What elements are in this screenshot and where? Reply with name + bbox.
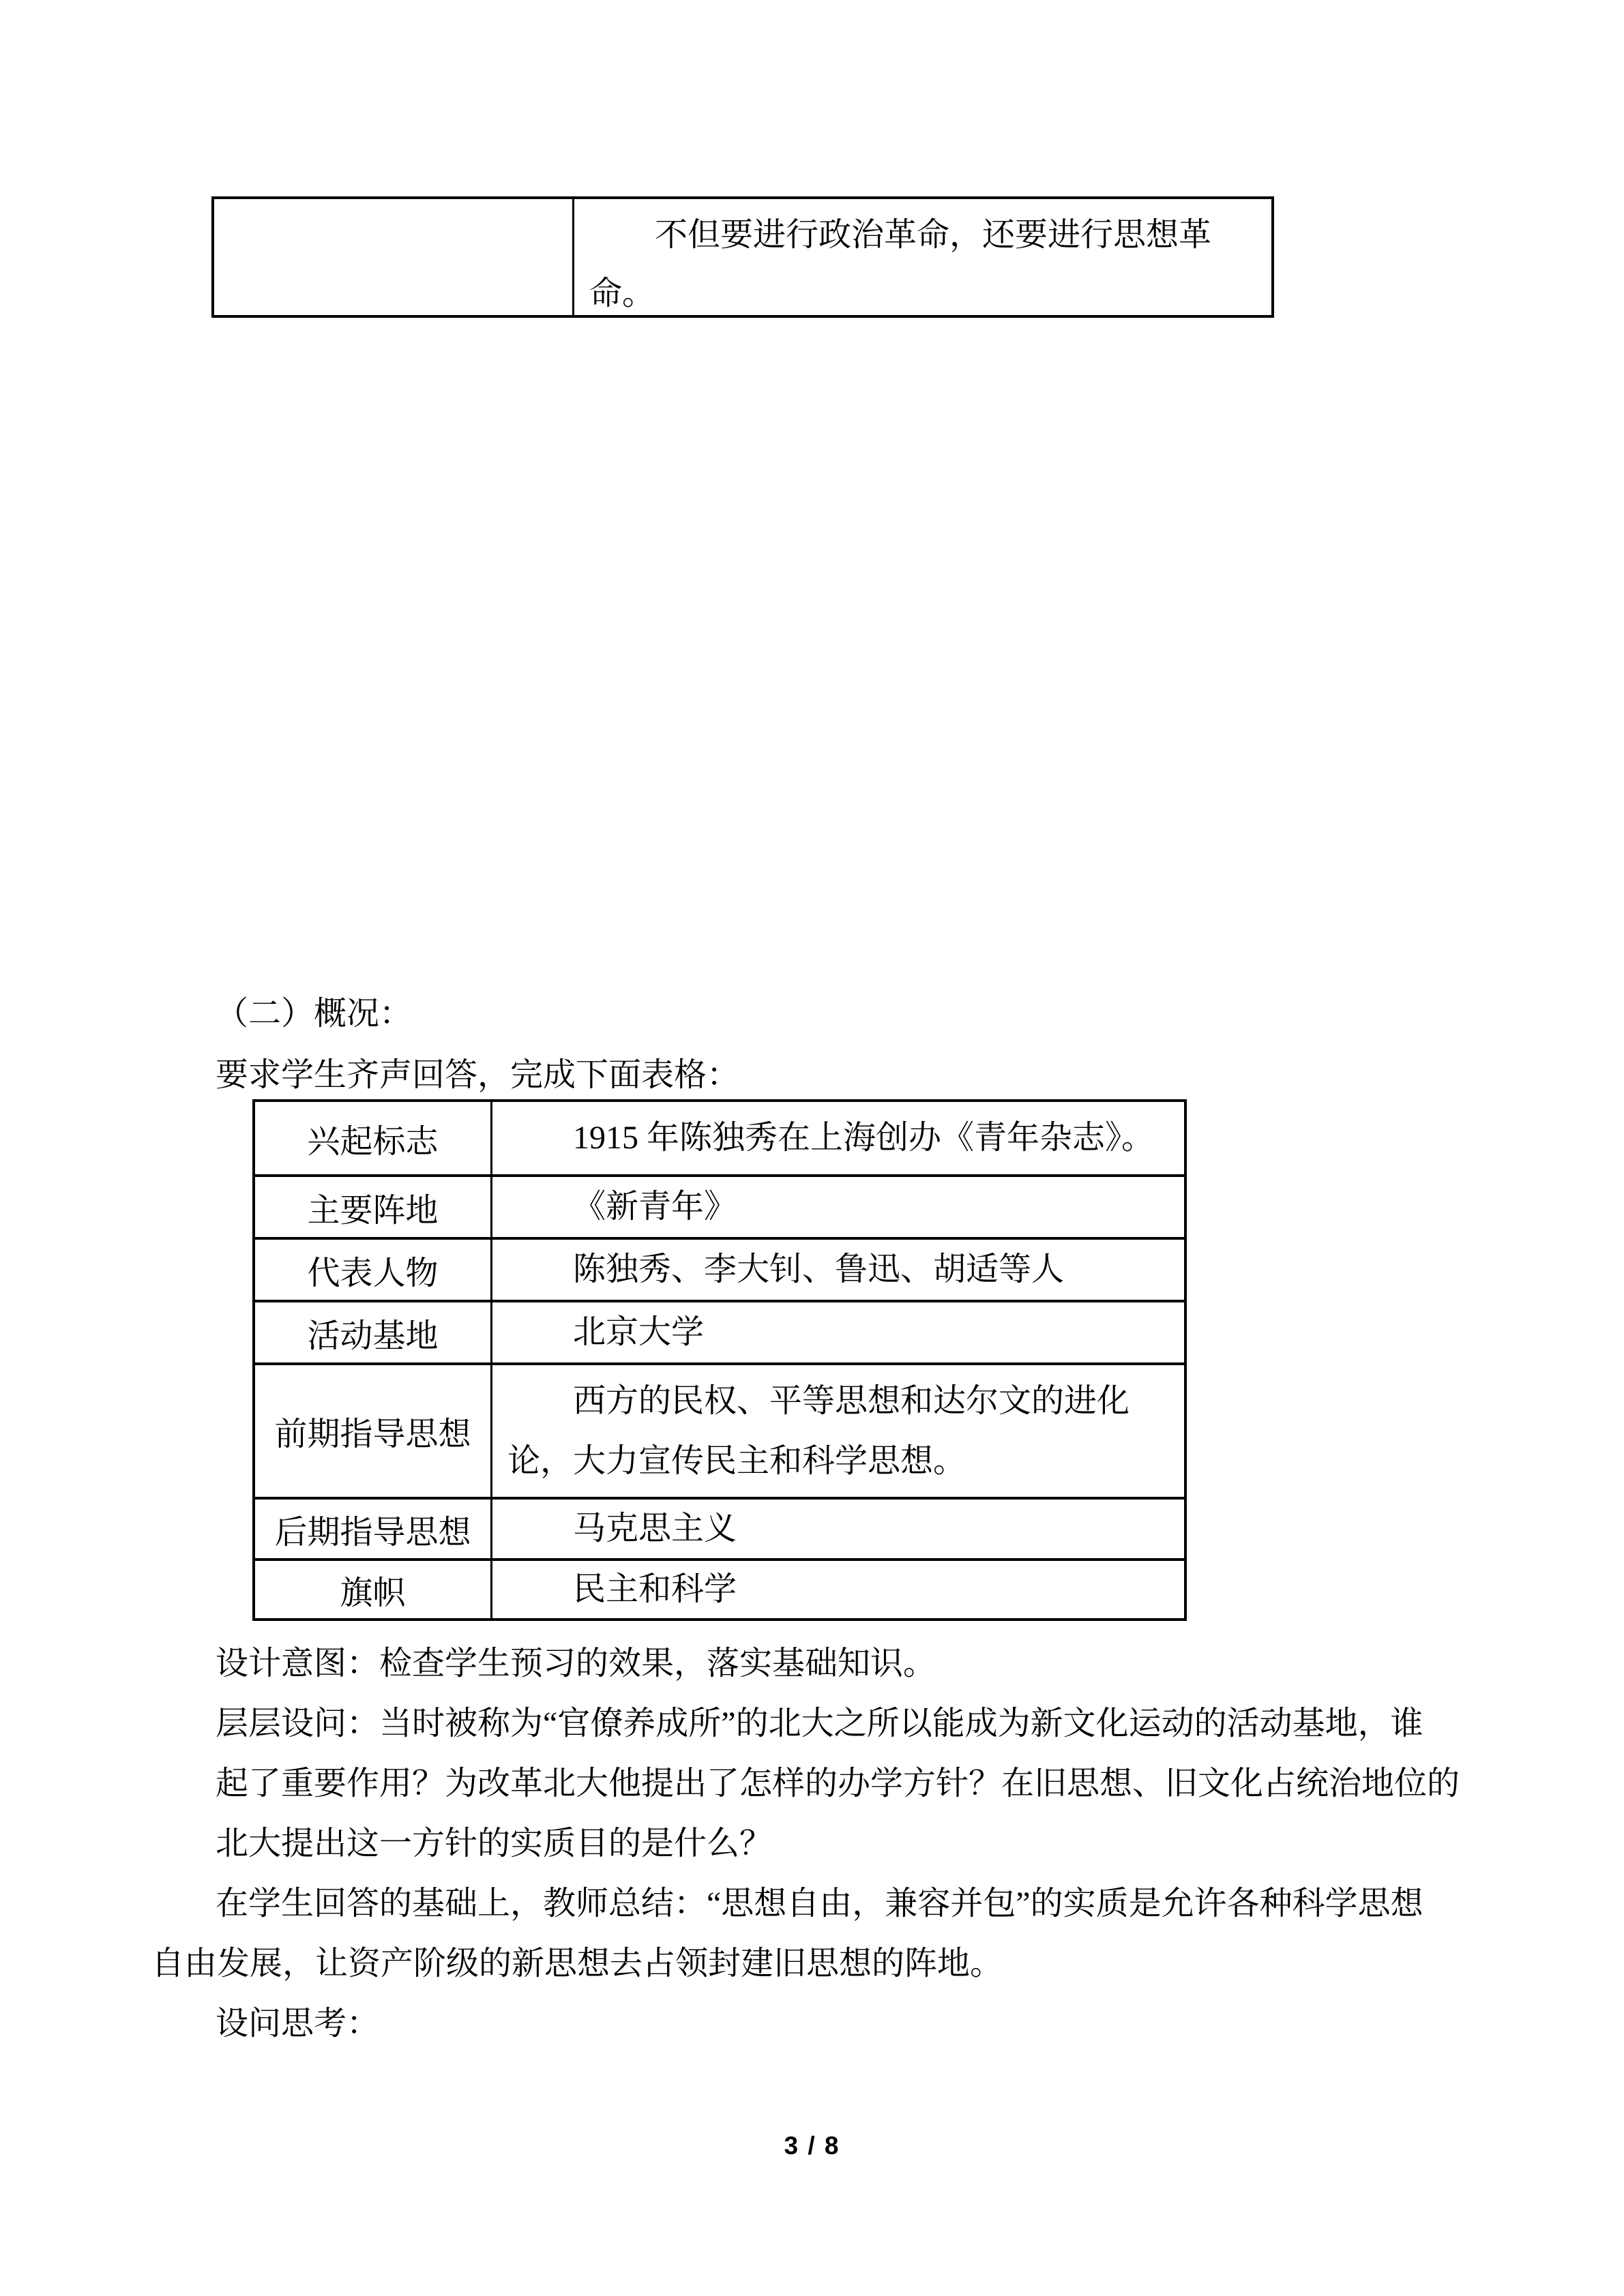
paragraph-line: 在学生回答的基础上，教师总结：“思想自由，兼容并包”的实质是允许各种科学思想	[216, 1885, 1423, 1922]
paragraph-line: 自由发展，让资产阶级的新思想去占领封建旧思想的阵地。	[151, 1945, 1003, 1982]
row-label: 旗帜	[255, 1561, 492, 1618]
section-heading: （二）概况：	[216, 996, 413, 1032]
row-value	[492, 1365, 1184, 1497]
table-row	[255, 1497, 1184, 1558]
paragraph-line: 北大提出这一方针的实质目的是什么？	[216, 1825, 773, 1862]
row-value-line: 马克思主义	[573, 1510, 737, 1547]
row-value-line: 《新青年》	[573, 1189, 737, 1225]
row-value-line: 北京大学	[573, 1314, 705, 1350]
quote-line-2: 命。	[589, 275, 655, 312]
row-value	[492, 1500, 1184, 1558]
table-row	[255, 1558, 1184, 1618]
table-row	[255, 1174, 1184, 1237]
quote-table-text-cell	[574, 199, 1271, 315]
row-value	[492, 1561, 1184, 1618]
row-value	[492, 1302, 1184, 1362]
overview-table	[252, 1099, 1187, 1621]
table-row	[255, 1102, 1184, 1174]
paragraph-line: 设问思考：	[216, 2006, 380, 2042]
row-value-line: 西方的民权、平等思想和达尔文的进化	[573, 1382, 1130, 1419]
row-value-line: 陈独秀、李大钊、鲁迅、胡适等人	[573, 1251, 1065, 1287]
quote-table	[211, 196, 1274, 318]
row-value-line: 民主和科学	[573, 1571, 737, 1607]
paragraph-line: 起了重要作用？为改革北大他提出了怎样的办学方针？在旧思想、旧文化占统治地位的	[216, 1765, 1460, 1802]
row-label: 代表人物	[255, 1240, 492, 1300]
row-value	[492, 1240, 1184, 1300]
table-row	[255, 1300, 1184, 1362]
row-value-line: 1915 年陈独秀在上海创办《青年杂志》。	[573, 1120, 1155, 1156]
row-label: 后期指导思想	[255, 1500, 492, 1558]
quote-table-empty-cell	[214, 199, 574, 315]
paragraph-block	[151, 1634, 1475, 2054]
page-number: 3 / 8	[784, 2132, 840, 2160]
row-label: 主要阵地	[255, 1177, 492, 1237]
paragraph-line: 设计意图：检查学生预习的效果，落实基础知识。	[216, 1645, 936, 1682]
table-intro-line: 要求学生齐声回答，完成下面表格：	[216, 1057, 740, 1093]
quote-line-1: 不但要进行政治革命，还要进行思想革	[655, 217, 1212, 253]
row-label: 兴起标志	[255, 1102, 492, 1174]
row-label: 活动基地	[255, 1302, 492, 1362]
row-value-line: 论，大力宣传民主和科学思想。	[507, 1442, 966, 1479]
table-row	[255, 1362, 1184, 1497]
row-label: 前期指导思想	[255, 1365, 492, 1497]
paragraph-line: 层层设问：当时被称为“官僚养成所”的北大之所以能成为新文化运动的活动基地，谁	[216, 1705, 1423, 1742]
table-row	[255, 1237, 1184, 1300]
row-value	[492, 1102, 1184, 1174]
row-value	[492, 1177, 1184, 1237]
